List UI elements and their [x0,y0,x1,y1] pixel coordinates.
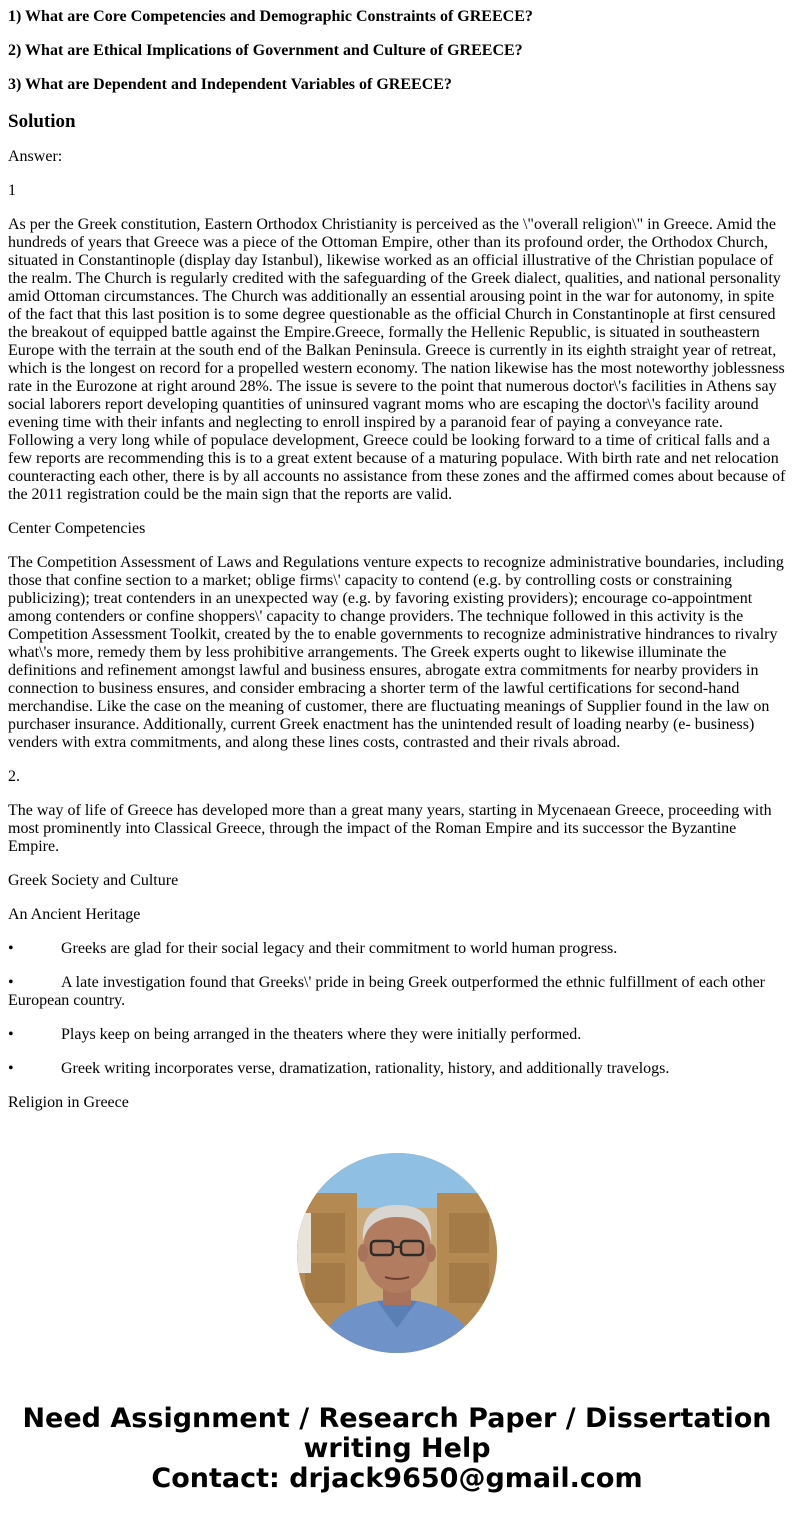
bullet-item [8,974,786,1010]
promo-line-2: writing Help [303,1433,491,1464]
answer-label: Answer: [8,148,63,165]
promo-banner [0,1404,794,1494]
solution-heading: Solution [8,111,76,132]
bullet-item [8,1026,786,1044]
question-1: 1) What are Core Competencies and Demographic Constraints of GREECE? [8,8,533,25]
section-2-number: 2. [8,768,20,785]
religion-heading: Religion in Greece [8,1094,129,1111]
section-2-paragraph: The way of life of Greece has developed more than a great many years, starting in Mycenaean Greece, proceeding with most prominently into Classical Greece, through the impact of the Roman Empire and its successor the Byzantine Empire. [8,802,772,855]
bullet-icon: • [8,1026,14,1043]
bullet-text: Greeks are glad for their social legacy and their commitment to world human progress. [61,940,618,957]
bullet-icon: • [8,974,14,991]
section-1-number: 1 [8,182,16,199]
heritage-heading: An Ancient Heritage [8,906,141,923]
question-3: 3) What are Dependent and Independent Variables of GREECE? [8,76,452,93]
promo-line-1: Need Assignment / Research Paper / Dissertation [22,1403,772,1434]
document-body [0,8,794,1112]
question-2: 2) What are Ethical Implications of Government and Culture of GREECE? [8,42,523,59]
author-photo [297,1153,497,1353]
center-competencies-heading: Center Competencies [8,520,146,537]
bullet-text: A late investigation found that Greeks\' pride in being Greek outperformed the ethnic fulfillment of each other European country. [8,974,765,1009]
society-heading: Greek Society and Culture [8,872,179,889]
bullet-item [8,1060,786,1078]
bullet-text: Greek writing incorporates verse, dramatization, rationality, history, and additionally travelogs. [61,1060,670,1077]
portrait-image [297,1153,497,1353]
bullet-icon: • [8,940,14,957]
center-competencies-paragraph: The Competition Assessment of Laws and Regulations venture expects to recognize administrative boundaries, including those that confine section to a market; oblige firms\' capacity to contend (e.g. by controlling costs or constraining publicizing); treat contenders in an unexpected way (e.g. by favoring existing providers); encourage co-appointment among contenders or confine shoppers\' capacity to change providers. The technique followed in this activity is the Competition Assessment Toolkit, created by the to enable governments to recognize administrative hindrances to rivalry what\'s more, remedy them by less prohibitive arrangements. The Greek experts ought to likewise illuminate the definitions and refinement amongst lawful and business ensures, abrogate extra commitments for nearby providers in connection to business ensures, and consider embracing a shorter term of the lawful certifications for second-hand merchandise. Like the case on the meaning of customer, there are fluctuating meanings of Supplier found in the law on purchaser insurance. Additionally, current Greek enactment has the unintended result of loading nearby (e- business) venders with extra commitments, and along these lines costs, contrasted and their rivals abroad. [8,554,784,751]
bullet-text: Plays keep on being arranged in the theaters where they were initially performed. [61,1026,582,1043]
bullet-item [8,940,786,958]
bullet-icon: • [8,1060,14,1077]
section-1-paragraph: As per the Greek constitution, Eastern Orthodox Christianity is perceived as the \"overall religion\" in Greece. Amid the hundreds of years that Greece was a piece of the Ottoman Empire, other than its profound order, the Orthodox Church, situated in Constantinople (display day Istanbul), likewise worked as an official illustrative of the Christian populace of the realm. The Church is regularly credited with the safeguarding of the Greek dialect, qualities, and national personality amid Ottoman circumstances. The Church was additionally an essential arousing point in the war for autonomy, in spite of the fact that this last position is to some degree questionable as the official Church in Constantinople at first censured the breakout of equipped battle against the Empire.Greece, formally the Hellenic Republic, is situated in southeastern Europe with the terrain at the south end of the Balkan Peninsula. Greece is currently in its eighth straight year of retreat, which is the longest on record for a propelled western economy. The nation likewise has the most noteworthy joblessness rate in the Eurozone at right around 28%. The issue is severe to the point that numerous doctor\'s facilities in Athens say social laborers report developing quantities of uninsured vagrant moms who are escaping the doctor\'s facility around evening time with their infants and neglecting to enroll inspired by a paranoid fear of paying a conveyance rate. Following a very long while of populace development, Greece could be looking forward to a time of critical falls and a few reports are recommending this is to a great extent because of a maturing populace. With birth rate and net relocation counteracting each other, there is by all accounts no assistance from these zones and the affirmed comes about because of the 2011 registration could be the main sign that the reports are valid. [8,216,786,503]
promo-contact: Contact: drjack9650@gmail.com [151,1463,643,1494]
